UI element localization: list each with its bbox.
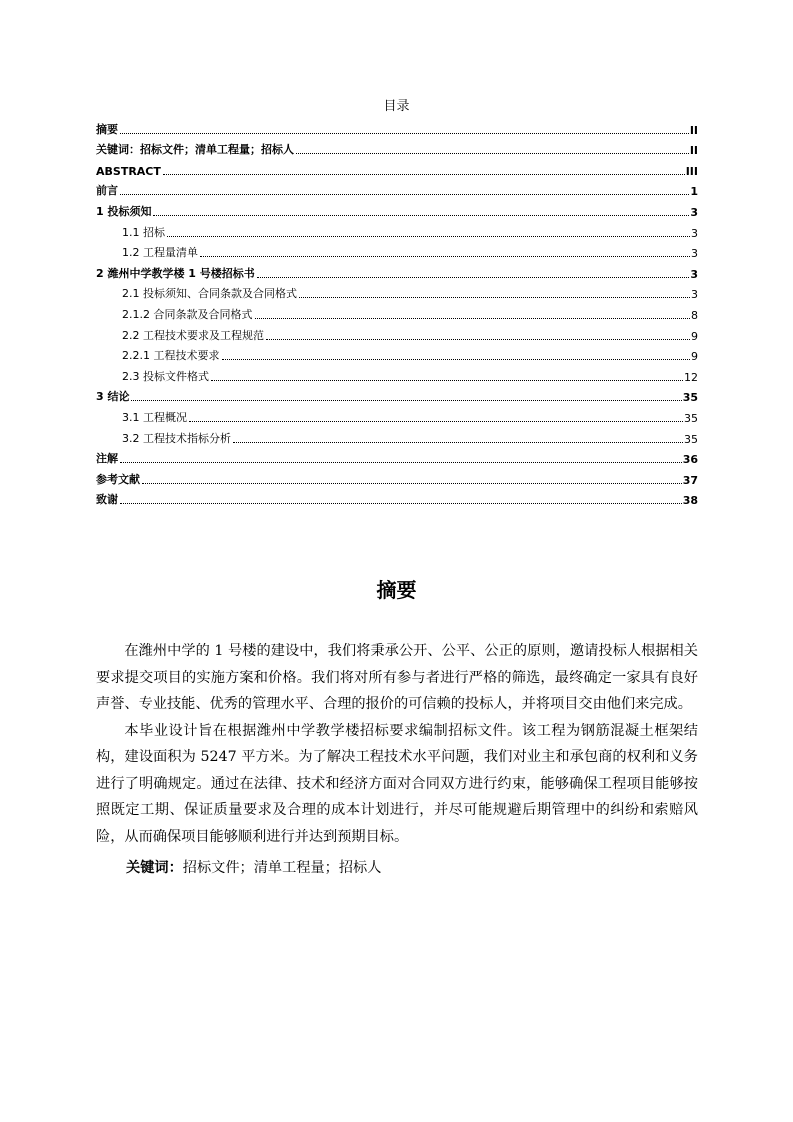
toc-leader-dots — [266, 339, 690, 340]
toc-entry-label: 前言 — [96, 184, 118, 198]
toc-entry-label: 1.2 工程量清单 — [122, 246, 198, 260]
toc-leader-dots — [222, 359, 691, 360]
toc-entry-label: 1 投标须知 — [96, 204, 152, 218]
abstract-paragraph: 在潍州中学的 1 号楼的建设中，我们将秉承公开、公平、公正的原则，邀请投标人根据相关要求提交项目的实施方案和价格。我们将对所有参与者进行严格的筛选，最终确定一家具有良好声誉、专业技能、优秀的管理水平、合理的报价的可信赖的投标人，并将项目交由他们来完成。 — [96, 643, 698, 712]
toc-entry[interactable] — [96, 116, 698, 137]
toc-leader-dots — [257, 277, 690, 278]
table-of-contents — [96, 116, 698, 507]
toc-leader-dots — [211, 380, 683, 381]
toc-entry[interactable] — [96, 157, 698, 178]
toc-entry-page: 3 — [690, 205, 698, 219]
toc-leader-dots — [299, 297, 690, 298]
toc-entry[interactable] — [96, 404, 698, 425]
toc-entry-label: 注解 — [96, 452, 118, 466]
toc-leader-dots — [120, 133, 689, 134]
toc-entry[interactable] — [96, 322, 698, 343]
toc-entry[interactable] — [96, 240, 698, 261]
toc-entry-label: 参考文献 — [96, 472, 140, 486]
toc-entry-label: 3 结论 — [96, 390, 130, 404]
toc-entry[interactable] — [96, 281, 698, 302]
keywords-line — [126, 855, 381, 882]
toc-entry-label: 3.1 工程概况 — [122, 410, 187, 424]
toc-leader-dots — [120, 194, 689, 195]
toc-leader-dots — [200, 256, 690, 257]
toc-entry[interactable] — [96, 260, 698, 281]
toc-leader-dots — [163, 174, 685, 175]
toc-entry[interactable] — [96, 446, 698, 467]
toc-entry-page: 3 — [691, 226, 698, 240]
toc-entry[interactable] — [96, 198, 698, 219]
toc-entry-label: 2.1 投标须知、合同条款及合同格式 — [122, 287, 297, 301]
toc-entry-label: 2.2 工程技术要求及工程规范 — [122, 328, 264, 342]
toc-leader-dots — [296, 153, 689, 154]
abstract-body — [96, 638, 698, 850]
toc-title: 目录 — [383, 99, 410, 114]
toc-entry-page: 8 — [691, 308, 698, 322]
toc-leader-dots — [120, 462, 682, 463]
toc-leader-dots — [153, 215, 689, 216]
toc-entry-page: 37 — [682, 473, 698, 487]
toc-leader-dots — [167, 236, 690, 237]
toc-entry-page: 3 — [690, 267, 698, 281]
toc-leader-dots — [233, 442, 683, 443]
toc-entry-label: 1.1 招标 — [122, 225, 165, 239]
toc-entry[interactable] — [96, 137, 698, 158]
toc-entry[interactable] — [96, 178, 698, 199]
toc-leader-dots — [142, 483, 682, 484]
toc-leader-dots — [131, 400, 681, 401]
toc-entry-page: 3 — [691, 247, 698, 261]
toc-entry[interactable] — [96, 487, 698, 508]
toc-entry-label: ABSTRACT — [96, 164, 161, 178]
toc-entry-label: 2 潍州中学教学楼 1 号楼招标书 — [96, 266, 255, 280]
abstract-paragraph: 本毕业设计旨在根据潍州中学教学楼招标要求编制招标文件。该工程为钢筋混凝土框架结构，建设面积为 5247 平方米。为了解决工程技术水平问题，我们对业主和承包商的权利和义务进行了明确规定。通过在法律、技术和经济方面对合同双方进行约束，能够确保工程项目能够按照既定工期、保证质量要求及合理的成本计划进行，并尽可能规避后期管理中的纠纷和索赔风险，从而确保项目能够顺利进行并达到预期目标。 — [96, 722, 698, 845]
toc-entry[interactable] — [96, 301, 698, 322]
toc-leader-dots — [255, 318, 691, 319]
toc-entry-page: 9 — [691, 350, 698, 364]
toc-entry[interactable] — [96, 466, 698, 487]
toc-entry[interactable] — [96, 425, 698, 446]
toc-entry[interactable] — [96, 343, 698, 364]
toc-entry-page: 36 — [682, 453, 698, 467]
toc-entry-page: 35 — [682, 391, 698, 405]
toc-leader-dots — [120, 503, 682, 504]
toc-leader-dots — [189, 421, 683, 422]
toc-entry[interactable] — [96, 363, 698, 384]
toc-entry-page: II — [689, 144, 698, 158]
keywords-value: 招标文件；清单工程量；招标人 — [182, 860, 382, 876]
toc-entry-page: 3 — [691, 288, 698, 302]
toc-entry-page: III — [685, 164, 698, 178]
toc-entry-page: 9 — [691, 329, 698, 343]
toc-entry-label: 致谢 — [96, 493, 118, 507]
toc-entry-page: 12 — [684, 370, 698, 384]
toc-entry-label: 3.2 工程技术指标分析 — [122, 431, 231, 445]
toc-entry-page: II — [689, 123, 698, 137]
toc-entry[interactable] — [96, 219, 698, 240]
toc-entry-label: 2.2.1 工程技术要求 — [122, 349, 220, 363]
toc-entry-label: 摘要 — [96, 122, 118, 136]
keywords-label: 关键词： — [126, 860, 183, 876]
toc-entry-page: 35 — [684, 432, 698, 446]
toc-entry-label: 2.1.2 合同条款及合同格式 — [122, 307, 253, 321]
toc-entry-page: 35 — [684, 411, 698, 425]
toc-entry-label: 关键词：招标文件；清单工程量；招标人 — [96, 143, 294, 157]
toc-entry-label: 2.3 投标文件格式 — [122, 369, 209, 383]
abstract-title: 摘要 — [376, 578, 417, 602]
toc-entry[interactable] — [96, 384, 698, 405]
toc-entry-page: 1 — [690, 185, 698, 199]
toc-entry-page: 38 — [682, 494, 698, 508]
